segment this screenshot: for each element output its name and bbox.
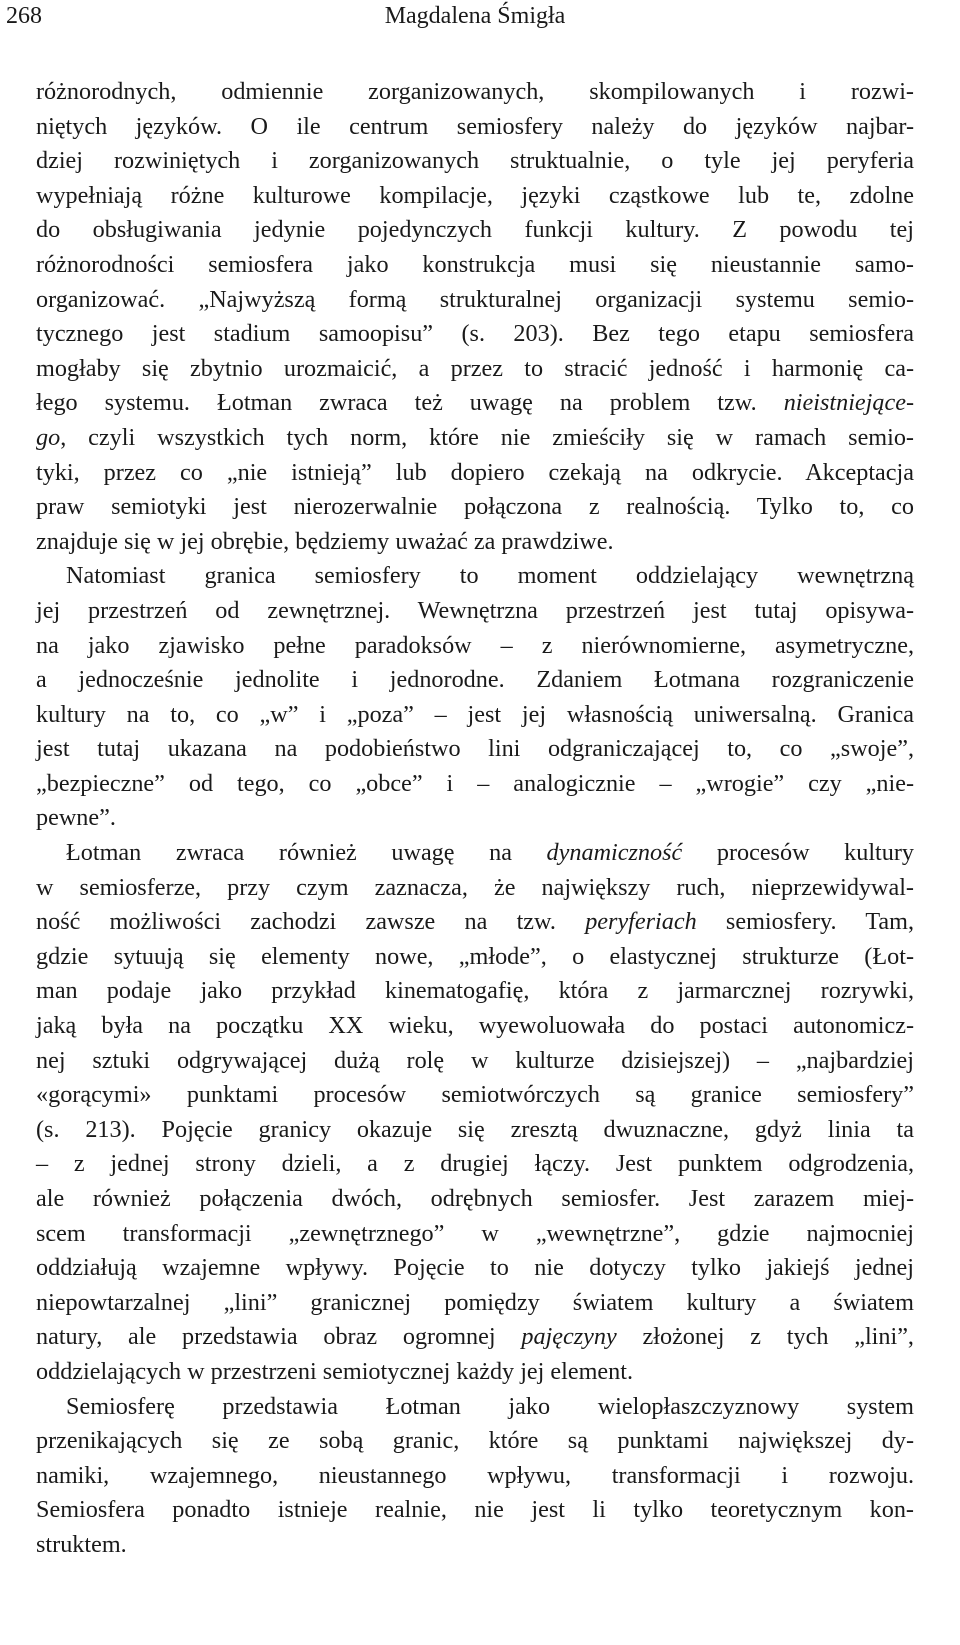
text-line: znajduje się w jej obrębie, będziemy uważać za prawdziwe.	[36, 527, 614, 555]
text-line: namiki, wzajemnego, nieustannego wpływu, transformacji i rozwoju.	[36, 1461, 914, 1489]
text-line: nej sztuki odgrywającej dużą rolę w kulturze dzisiejszej) – „najbardziej	[36, 1046, 914, 1074]
paragraph	[36, 559, 914, 836]
text-line: Łotman zwraca również uwagę na dynamiczność procesów kultury	[66, 839, 914, 867]
text-line: różnorodności semiosfera jako konstrukcja musi się nieustannie samo-	[36, 250, 914, 278]
text-line: Semiosfera ponadto istnieje realnie, nie jest li tylko teoretycznym kon-	[36, 1496, 914, 1524]
text-line: niętych języków. O ile centrum semiosfery należy do języków najbar-	[36, 112, 914, 140]
paragraph	[36, 836, 914, 1390]
text-line: scem transformacji „zewnętrznego” w „wewnętrzne”, gdzie najmocniej	[36, 1219, 914, 1247]
paragraph	[36, 1390, 914, 1563]
text-line: struktem.	[36, 1530, 127, 1558]
text-line: organizować. „Najwyższą formą strukturalnej organizacji systemu semio-	[36, 285, 914, 313]
text-line: man podaje jako przykład kinematogafię, która z jarmarcznej rozrywki,	[36, 977, 914, 1005]
running-title: Magdalena Śmigła	[384, 3, 566, 29]
text-line: jest tutaj ukazana na podobieństwo lini odgraniczającej to, co „swoje”,	[36, 735, 914, 763]
text-line: jej przestrzeń od zewnętrznej. Wewnętrzna przestrzeń jest tutaj opisywa-	[36, 596, 914, 624]
text-line: a jednocześnie jednolite i jednorodne. Zdaniem Łotmana rozgraniczenie	[36, 666, 914, 694]
text-line: oddziałują wzajemne wpływy. Pojęcie to nie dotyczy tylko jakiejś jednej	[36, 1254, 914, 1282]
text-line: Natomiast granica semiosfery to moment oddzielający wewnętrzną	[66, 562, 914, 590]
text-line: tyki, przez co „nie istnieją” lub dopiero czekają na odkrycie. Akceptacja	[36, 458, 914, 486]
text-line: wypełniają różne kulturowe kompilacje, języki cząstkowe lub te, zdolne	[36, 181, 914, 209]
text-line: na jako zjawisko pełne paradoksów – z nierównomierne, asymetryczne,	[36, 631, 914, 659]
text-line: kultury na to, co „w” i „poza” – jest jej własnością uniwersalną. Granica	[36, 700, 914, 728]
text-line: «gorącymi» punktami procesów semiotwórczych są granice semiosfery”	[36, 1081, 914, 1109]
text-line: natury, ale przedstawia obraz ogromnej pajęczyny złożonej z tych „lini”,	[36, 1323, 914, 1351]
text-line: Semiosferę przedstawia Łotman jako wielopłaszczyznowy system	[66, 1392, 914, 1420]
text-line: dziej rozwiniętych i zorganizowanych struktualnie, o tyle jej peryferia	[36, 147, 914, 175]
text-line: łego systemu. Łotman zwraca też uwagę na problem tzw. nieistniejące-	[36, 389, 914, 417]
text-line: tycznego jest stadium samoopisu” (s. 203). Bez tego etapu semiosfera	[36, 320, 914, 348]
running-header	[6, 1, 914, 31]
text-line: ale również połączenia dwóch, odrębnych semiosfer. Jest zarazem miej-	[36, 1185, 914, 1212]
text-line: pewne”.	[36, 804, 116, 832]
text-line: niepowtarzalnej „lini” granicznej pomiędzy światem kultury a światem	[36, 1288, 914, 1316]
text-line: ność możliwości zachodzi zawsze na tzw. peryferiach semiosfery. Tam,	[36, 908, 914, 936]
text-line: oddzielających w przestrzeni semiotycznej każdy jej element.	[36, 1357, 634, 1385]
paragraph	[36, 75, 914, 559]
text-line: praw semiotyki jest nierozerwalnie połączona z realnością. Tylko to, co	[36, 493, 914, 521]
text-line: mogłaby się zbytnio urozmaicić, a przez to stracić jedność i harmonię ca-	[36, 354, 914, 382]
text-line: różnorodnych, odmiennie zorganizowanych, skompilowanych i rozwi-	[36, 78, 914, 105]
text-line: gdzie sytuują się elementy nowe, „młode”, o elastycznej strukturze (Łot-	[36, 942, 914, 970]
text-line: – z jednej strony dzieli, a z drugiej łączy. Jest punktem odgrodzenia,	[36, 1150, 914, 1178]
text-line: przenikających się ze sobą granic, które są punktami największej dy-	[36, 1427, 914, 1455]
text-line: jaką była na początku XX wieku, wyewoluowała do postaci autonomicz-	[36, 1012, 914, 1040]
body-text	[36, 75, 914, 1563]
text-line: (s. 213). Pojęcie granicy okazuje się zresztą dwuznaczne, gdyż linia ta	[36, 1115, 914, 1143]
text-line: „bezpieczne” od tego, co „obce” i – analogicznie – „wrogie” czy „nie-	[36, 769, 914, 797]
text-line: go, czyli wszystkich tych norm, które nie zmieściły się w ramach semio-	[36, 423, 914, 451]
text-line: w semiosferze, przy czym zaznacza, że największy ruch, nieprzewidywal-	[36, 873, 914, 901]
page-number: 268	[6, 3, 42, 29]
text-line: do obsługiwania jedynie pojedynczych funkcji kultury. Z powodu tej	[36, 216, 914, 244]
book-page	[6, 0, 914, 1563]
